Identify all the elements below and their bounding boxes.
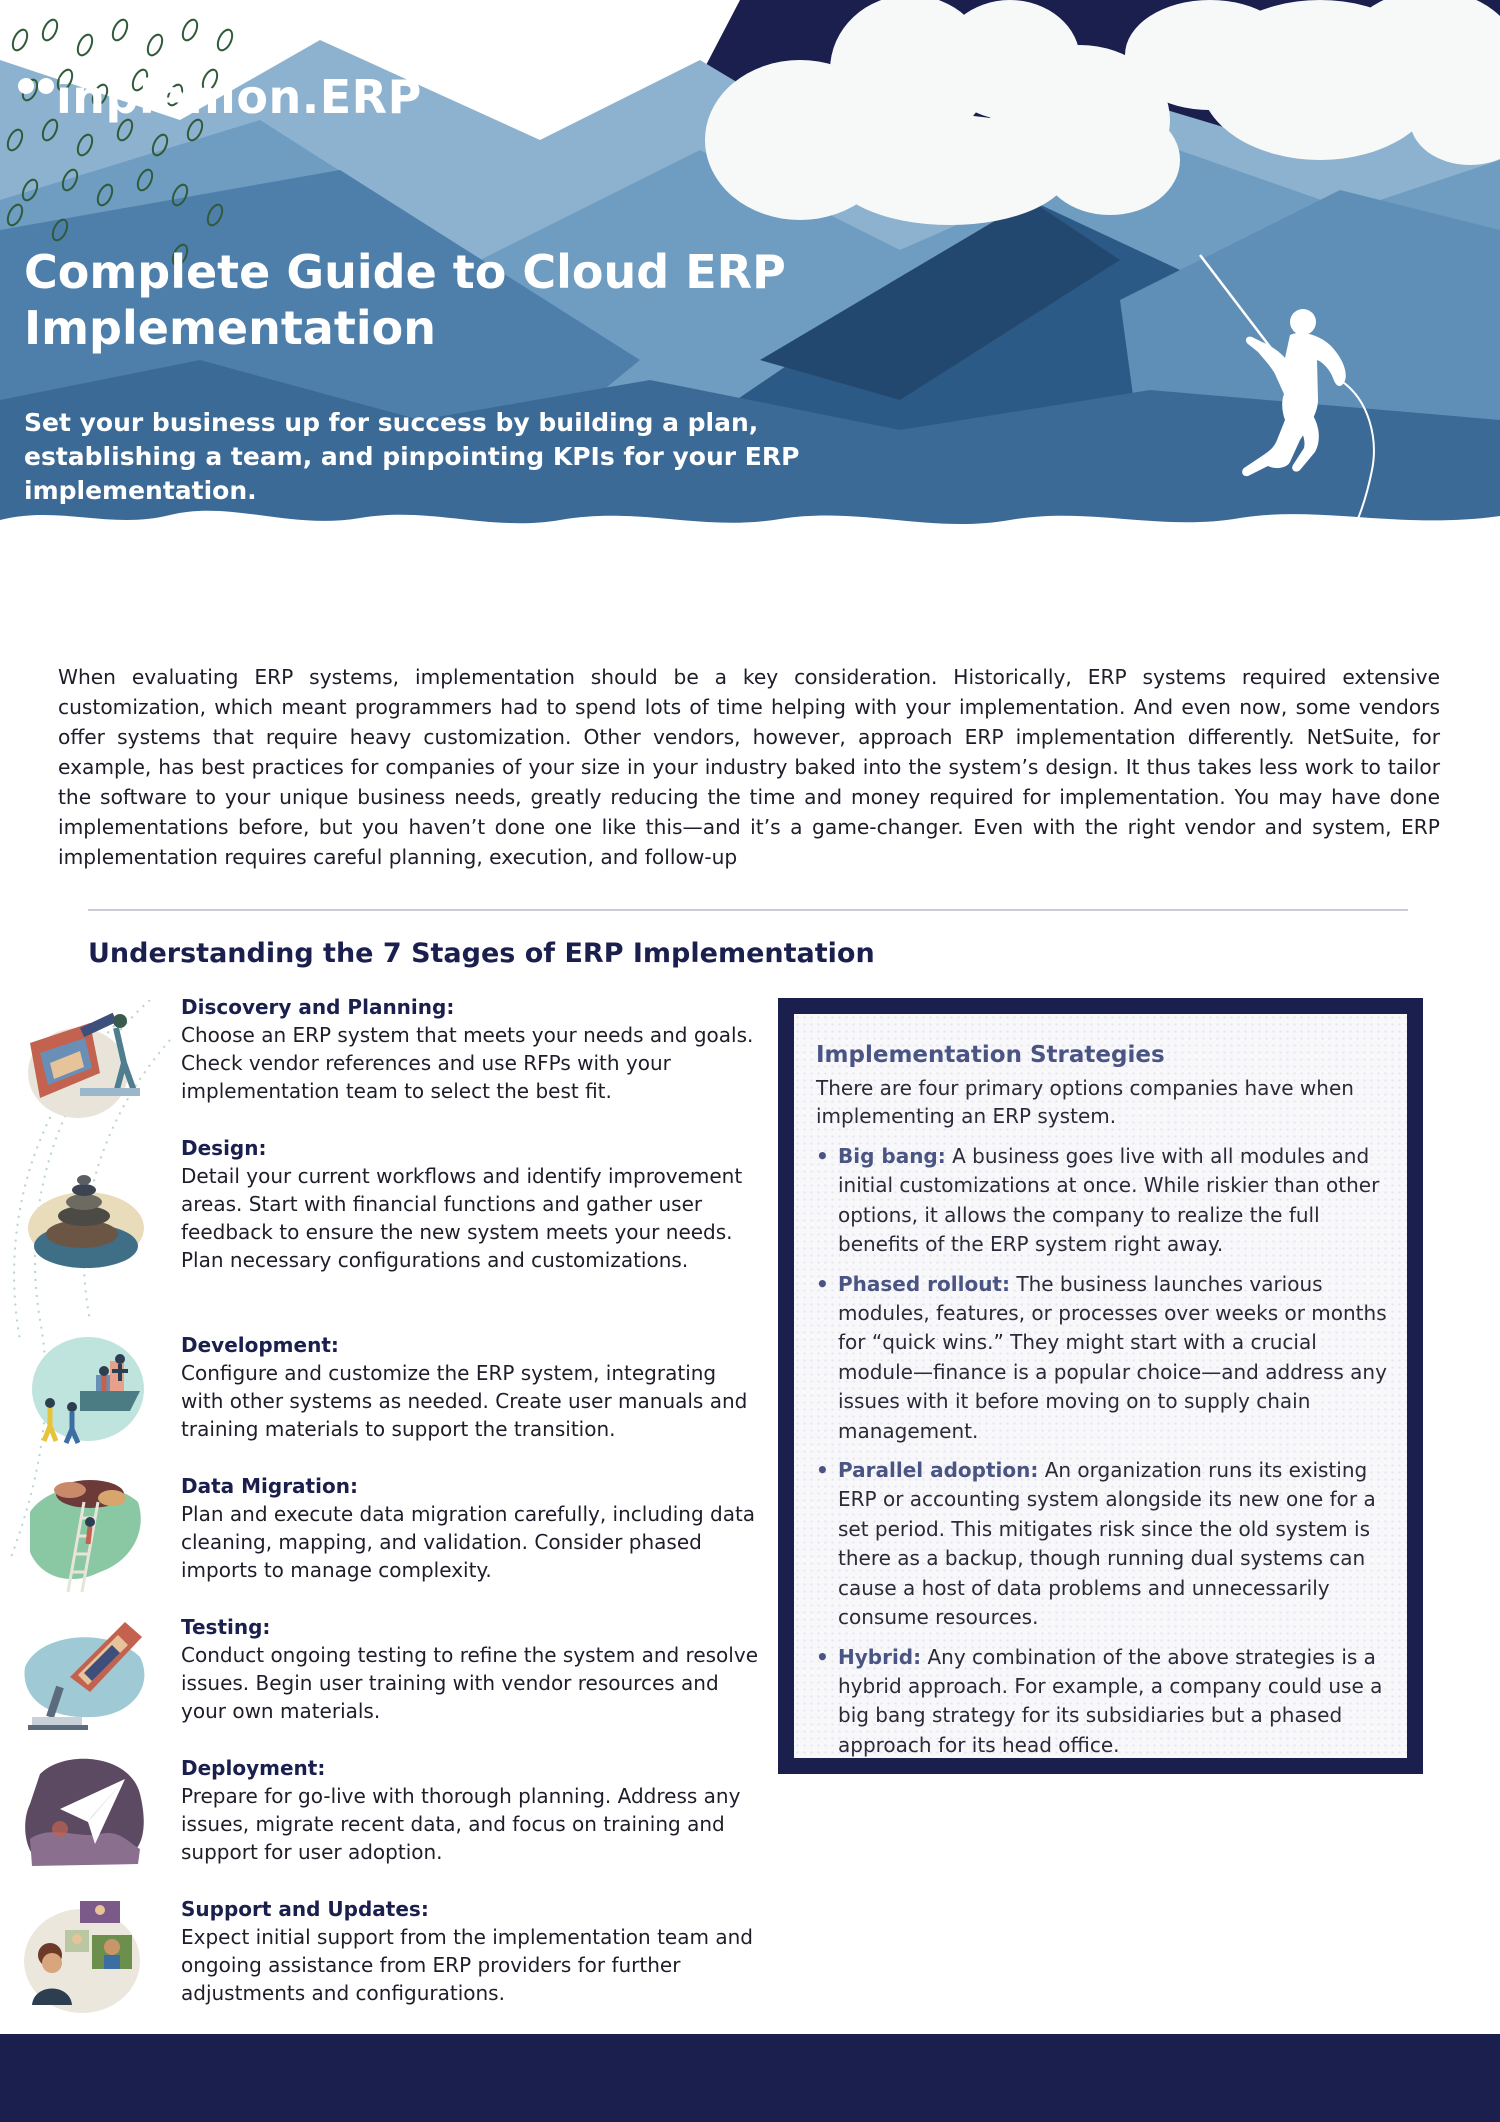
logo-text: inplenion.ERP	[56, 70, 422, 124]
telescope-explorer-icon	[20, 1003, 148, 1123]
strategy-item-hybrid	[816, 1643, 1387, 1761]
page-title: Complete Guide to Cloud ERP Implementation	[24, 245, 786, 355]
stage-description: Prepare for go-live with thorough planning. Address any issues, migrate recent data, and focus on training and support for user adoption.	[181, 1784, 741, 1864]
strategy-item-phased-rollout	[816, 1270, 1387, 1446]
stage-text	[181, 1754, 761, 1866]
video-call-support-icon	[20, 1895, 148, 2015]
stage-title: Support and Updates:	[181, 1897, 429, 1921]
strategies-panel	[794, 1014, 1407, 1758]
stage-title: Deployment:	[181, 1756, 326, 1780]
strategy-term: Big bang:	[838, 1144, 946, 1168]
intro-paragraph: When evaluating ERP systems, implementation should be a key consideration. Historically, ERP systems required extensive customization, which meant programmers had to spend lots of time helping with your implementation. And even now, some vendors offer systems that require heavy customization. Other vendors, however, approach ERP implementation differently. NetSuite, for example, has best practices for companies of your size in your industry baked into the system’s design. It thus takes less work to tailor the software to your unique business needs, greatly reducing the time and money required for implementation. You may have done implementations before, but you haven’t done one like this—and it’s a game-changer. Even with the right vendor and system, ERP implementation requires careful planning, execution, and follow-up	[58, 665, 1440, 869]
strategy-term: Hybrid:	[838, 1644, 922, 1669]
stages-section-title: Understanding the 7 Stages of ERP Implementation	[88, 938, 875, 969]
stage-title: Data Migration:	[181, 1474, 358, 1498]
hero-banner	[0, 0, 1500, 540]
brand-logo[interactable]	[18, 70, 422, 124]
stage-description: Plan and execute data migration carefully, including data cleaning, mapping, and validation. Consider phased imports to manage complexity.	[181, 1502, 756, 1582]
strategies-lead: There are four primary options companies have when implementing an ERP system.	[816, 1076, 1354, 1128]
stage-text	[181, 1331, 761, 1443]
stage-description: Conduct ongoing testing to refine the system and resolve issues. Begin user training with vendor resources and your own materials.	[181, 1643, 758, 1723]
stage-title: Development:	[181, 1333, 339, 1357]
team-building-icon	[20, 1331, 148, 1451]
implementation-strategies-box	[778, 998, 1423, 1774]
stage-description: Expect initial support from the implementation team and ongoing assistance from ERP providers for further adjustments and configurations.	[181, 1925, 753, 2005]
stage-description: Detail your current workflows and identify improvement areas. Start with financial functions and gather user feedback to ensure the new system meets your needs. Plan necessary configurations and customizations.	[181, 1164, 743, 1272]
stage-text	[181, 993, 761, 1105]
strategy-description: Any combination of the above strategies is a hybrid approach. For example, a company could use a big bang strategy for its subsidiaries but a phased approach for its head office.	[838, 1644, 1383, 1757]
section-divider	[88, 909, 1408, 911]
strategy-item-big-bang	[816, 1142, 1387, 1260]
stacked-stones-icon	[20, 1150, 148, 1270]
footer-band	[0, 2034, 1500, 2122]
stage-title: Testing:	[181, 1615, 271, 1639]
bullet-icon: •	[816, 1458, 829, 1483]
strategies-list	[816, 1142, 1387, 1760]
paper-plane-icon	[20, 1754, 148, 1874]
strategy-term: Phased rollout:	[838, 1271, 1010, 1296]
bullet-icon: •	[816, 1144, 829, 1168]
bullet-icon: •	[816, 1271, 829, 1296]
stage-description: Choose an ERP system that meets your needs and goals. Check vendor references and use RFPs with your implementation team to select the best fit.	[181, 1023, 754, 1103]
strategy-term: Parallel adoption:	[838, 1458, 1039, 1483]
stage-text	[181, 1134, 761, 1274]
stage-title: Discovery and Planning:	[181, 995, 455, 1019]
stage-text	[181, 1895, 761, 2007]
strategy-description: An organization runs its existing ERP or accounting system alongside its new one for a set period. This mitigates risk since the old system is there as a backup, though running dual systems can cause a host of data problems and unnecessarily consume resources.	[838, 1458, 1376, 1630]
bullet-icon: •	[816, 1644, 829, 1669]
strategy-item-parallel-adoption	[816, 1456, 1387, 1632]
stage-text	[181, 1613, 761, 1725]
strategy-description: A business goes live with all modules and initial customizations at once. While riskier than other options, it allows the company to realize the full benefits of the ERP system right away.	[838, 1144, 1380, 1257]
page-subtitle: Set your business up for success by building a plan, establishing a team, and pinpointing KPIs for your ERP implementation.	[24, 408, 800, 505]
stage-description: Configure and customize the ERP system, integrating with other systems as needed. Create user manuals and training materials to support the transition.	[181, 1361, 748, 1441]
stage-text	[181, 1472, 761, 1584]
logo-dots-icon	[18, 78, 54, 94]
strategies-title: Implementation Strategies	[816, 1042, 1165, 1068]
ladder-climb-icon	[20, 1472, 148, 1592]
microscope-icon	[20, 1617, 148, 1737]
strategy-description: The business launches various modules, features, or processes over weeks or months for “quick wins.” They might start with a crucial module—finance is a popular choice—and address any issues with it before moving on to supply chain management.	[838, 1271, 1387, 1443]
stage-title: Design:	[181, 1136, 267, 1160]
